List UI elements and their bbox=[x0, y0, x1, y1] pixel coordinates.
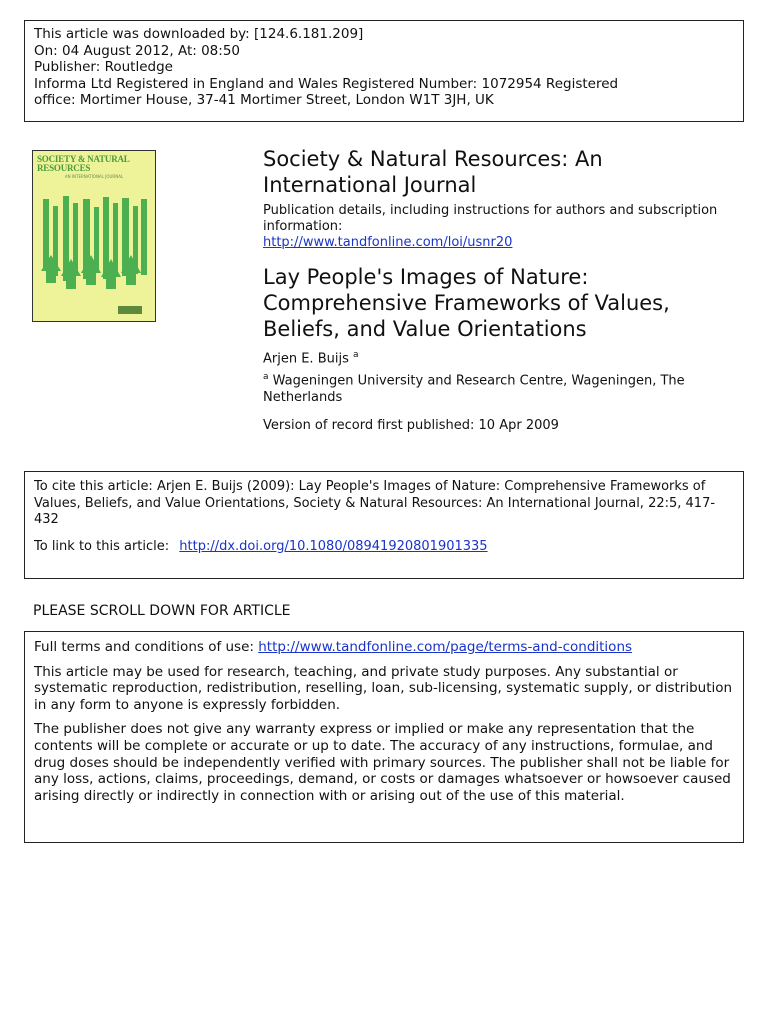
journal-title: Society & Natural Resources: An International Journal bbox=[263, 147, 603, 197]
article-info bbox=[263, 146, 733, 434]
terms-row bbox=[34, 639, 734, 656]
journal-link[interactable]: http://www.tandfonline.com/loi/usnr20 bbox=[263, 235, 513, 250]
registration: Informa Ltd Registered in England and Wales Registered Number: 1072954 Registered bbox=[34, 75, 619, 92]
author-affiliation-marker: a bbox=[353, 350, 359, 360]
terms-paragraph-use: This article may be used for research, teaching, and private study purposes. Any substantial or systematic reproduction, redistribution, reselling, loan, sub-licensing, systematic supply, or distribution in any form to anyone is expressly forbidden. bbox=[34, 663, 733, 713]
terms-box bbox=[24, 631, 744, 843]
link-label: To link to this article: bbox=[34, 538, 170, 554]
terms-label: Full terms and conditions of use: bbox=[34, 639, 254, 655]
author bbox=[263, 347, 733, 367]
affiliation-text: Wageningen University and Research Centre, Wageningen, The Netherlands bbox=[263, 373, 685, 405]
publisher: Publisher: Routledge bbox=[34, 59, 173, 75]
publication-details bbox=[263, 203, 733, 251]
journal-cover-image bbox=[32, 150, 156, 322]
office-address: office: Mortimer House, 37-41 Mortimer Street, London W1T 3JH, UK bbox=[34, 92, 494, 108]
download-info-box bbox=[24, 20, 744, 122]
cover-subtitle: AN INTERNATIONAL JOURNAL bbox=[64, 174, 124, 179]
author-name: Arjen E. Buijs bbox=[263, 351, 349, 367]
cover-tree-illustration bbox=[33, 151, 155, 321]
terms-link[interactable]: http://www.tandfonline.com/page/terms-and-conditions bbox=[258, 639, 633, 655]
doi-link[interactable]: http://dx.doi.org/10.1080/08941920801901335 bbox=[179, 538, 488, 554]
link-row bbox=[34, 539, 734, 556]
affiliation-marker: a bbox=[263, 372, 269, 383]
article-title: Lay People's Images of Nature: Comprehensive Frameworks of Values, Beliefs, and Value Orientations bbox=[263, 265, 670, 341]
version-date: Version of record first published: 10 Apr 2009 bbox=[263, 417, 559, 433]
download-line: This article was downloaded by: [124.6.181.209] bbox=[34, 26, 364, 42]
cover-title: SOCIETY & NATURAL RESOURCES bbox=[37, 154, 130, 173]
scroll-notice: PLEASE SCROLL DOWN FOR ARTICLE bbox=[33, 603, 291, 619]
download-date: On: 04 August 2012, At: 08:50 bbox=[34, 42, 241, 59]
terms-paragraph-disclaimer: The publisher does not give any warranty express or implied or make any representation that the contents will be complete or accurate or up to date. The accuracy of any instructions, formulae, and drug doses should be independently verified with primary sources. The publisher shall not be liable for any loss, actions, claims, proceedings, demand, or costs or damages whatsoever or howsoever caused arising directly or indirectly in connection with or arising out of the use of this material. bbox=[34, 721, 731, 804]
citation-text: To cite this article: Arjen E. Buijs (2009): Lay People's Images of Nature: Comprehensive Frameworks of Values, Beliefs, and Value Orientations, Society & Natural Resources: An International Journal, 22:5, 417-432 bbox=[34, 479, 716, 527]
citation-box bbox=[24, 471, 744, 579]
affiliation bbox=[263, 369, 733, 405]
publication-details-text: Publication details, including instructions for authors and subscription information: bbox=[263, 203, 718, 234]
